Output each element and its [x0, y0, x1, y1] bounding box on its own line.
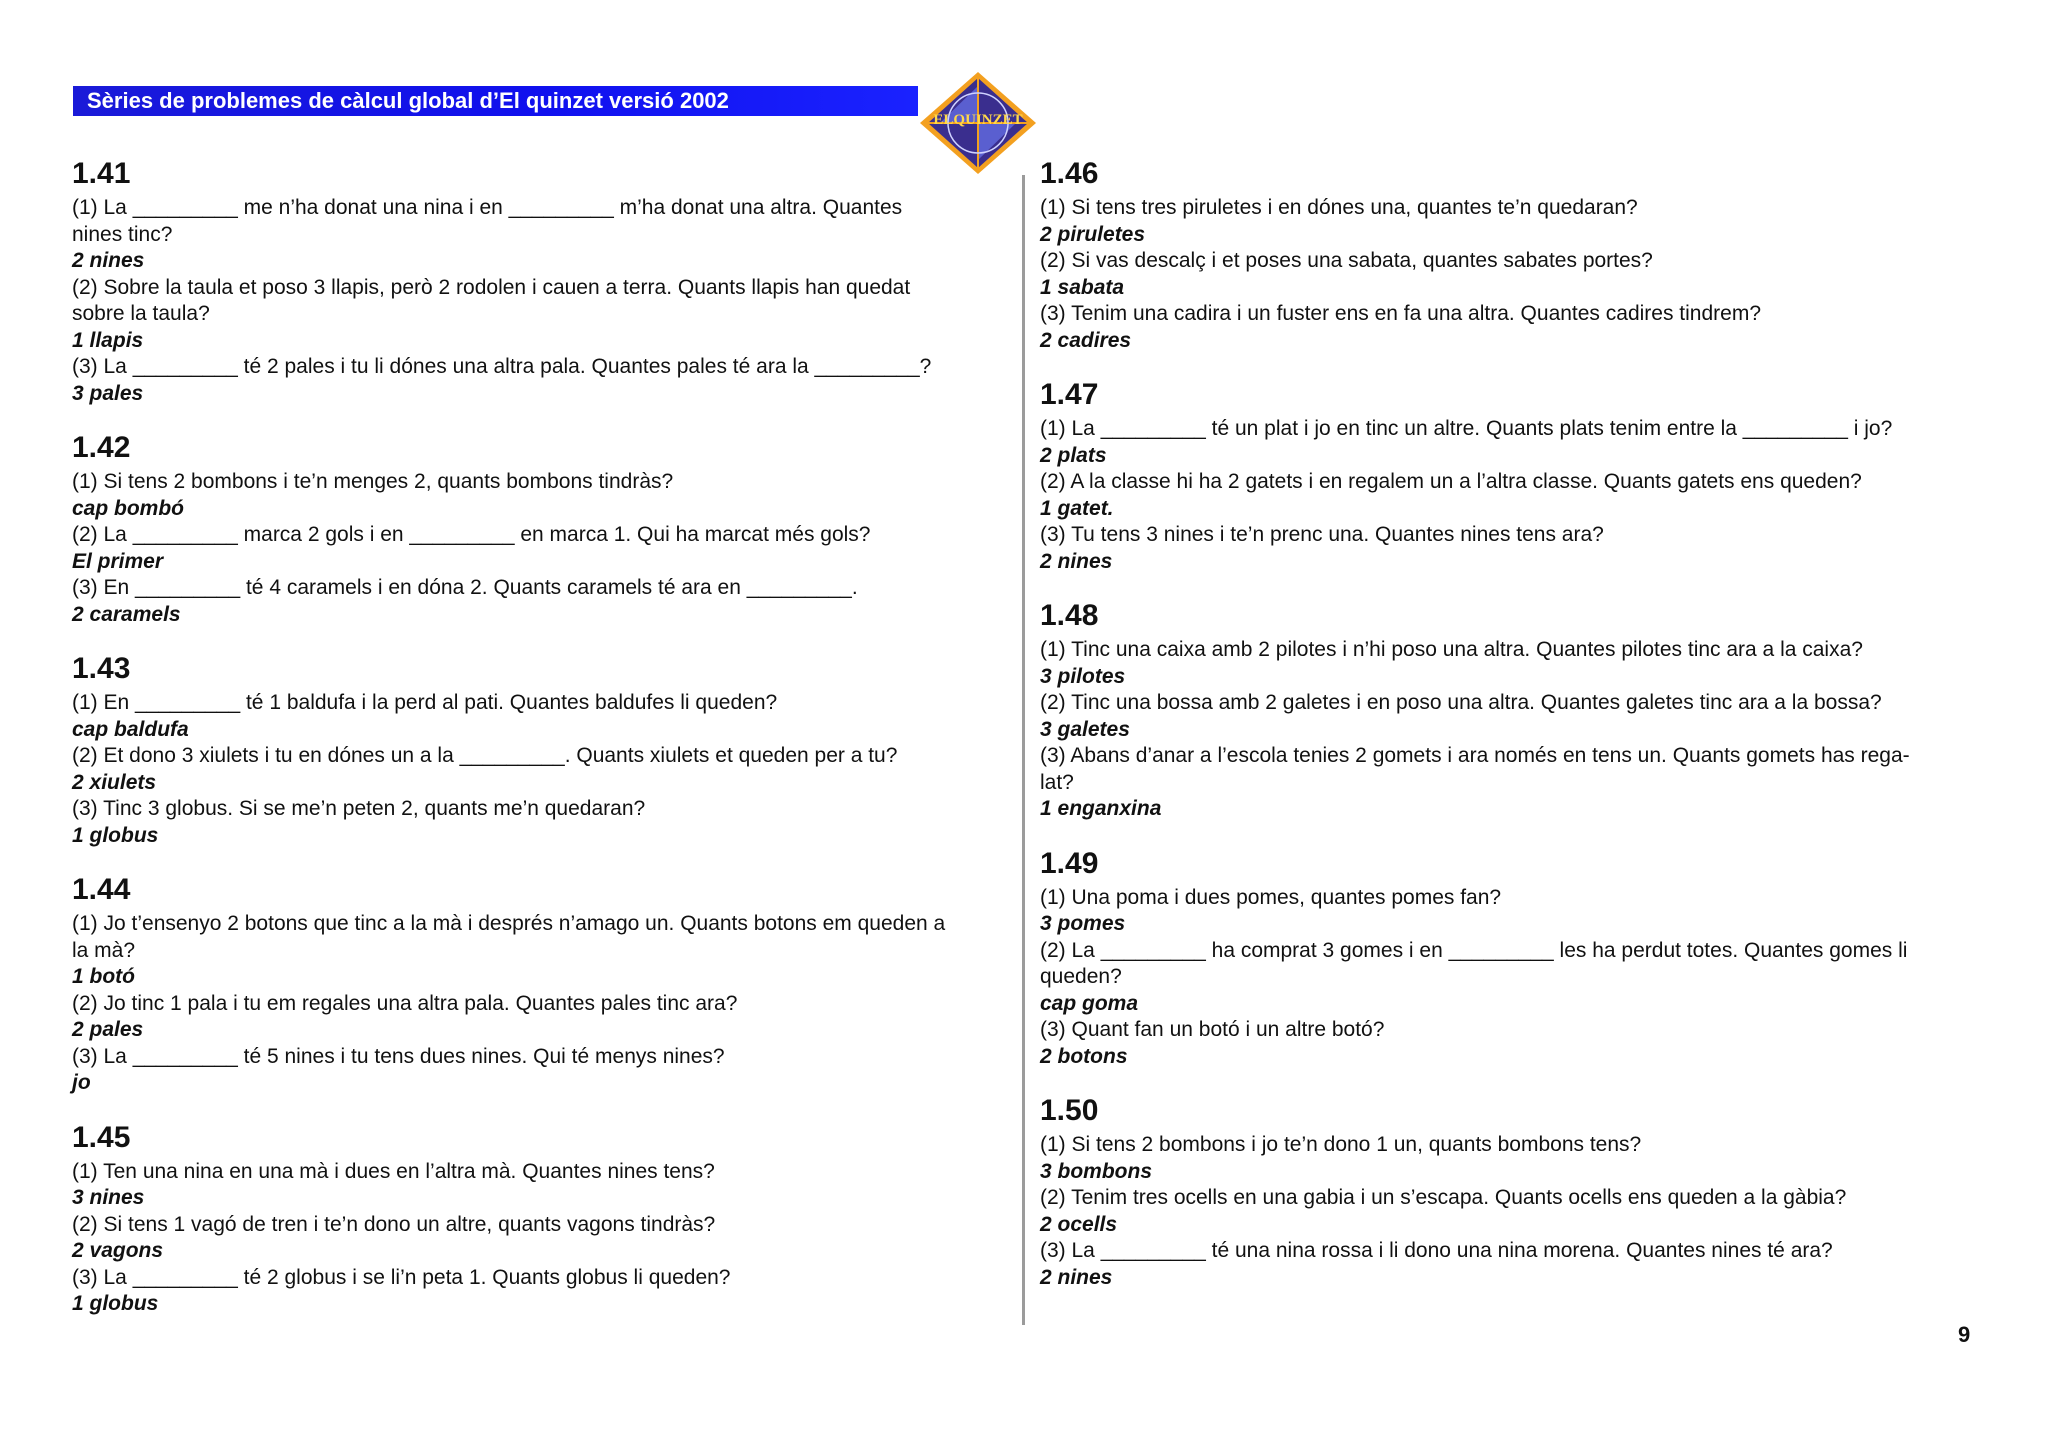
problem-number: 1.48 — [1040, 599, 1099, 632]
header-title: Sèries de problemes de càlcul global d’El quinzet versió 2002 — [87, 88, 729, 113]
question-text: (1) Jo t’ensenyo 2 botons que tinc a la mà i després n’amago un. Quants botons em queden a la mà? — [72, 912, 946, 962]
question-text: (3) La _________ té 2 pales i tu li dónes una altra pala. Quantes pales té ara la _________? — [72, 355, 932, 378]
question-text: (2) La _________ ha comprat 3 gomes i en _________ les ha perdut totes. Quantes gomes li queden? — [1040, 938, 1908, 988]
question-text: (1) Si tens tres piruletes i en dónes una, quantes te’n quedaran? — [1040, 196, 1638, 219]
page-number: 9 — [1958, 1322, 1971, 1347]
answer-text: cap baldufa — [72, 717, 189, 741]
left-column — [72, 155, 1007, 1340]
column-divider — [1022, 175, 1025, 1325]
question-text: (3) Tenim una cadira i un fuster ens en fa una altra. Quantes cadires tindrem? — [1040, 302, 1762, 325]
question-text: (1) Tinc una caixa amb 2 pilotes i n’hi poso una altra. Quantes pilotes tinc ara a la caixa? — [1040, 638, 1863, 661]
answer-text: 3 bombons — [1040, 1159, 1153, 1183]
answer-text: 3 nines — [72, 1186, 145, 1209]
question-text: (3) Tu tens 3 nines i te’n prenc una. Quantes nines tens ara? — [1040, 523, 1604, 546]
answer-text: 2 caramels — [72, 602, 181, 626]
answer-text: 1 botó — [72, 965, 135, 988]
answer-text: jo — [72, 1071, 91, 1094]
question-text: (3) La _________ té 5 nines i tu tens dues nines. Qui té menys nines? — [72, 1044, 725, 1068]
question-text: (2) Jo tinc 1 pala i tu em regales una altra pala. Quantes pales tinc ara? — [72, 991, 738, 1015]
answer-text: 2 nines — [72, 249, 145, 272]
answer-text: 1 sabata — [1040, 275, 1125, 299]
question-text: (1) En _________ té 1 baldufa i la perd al pati. Quantes baldufes li queden? — [72, 691, 778, 714]
question-text: (3) En _________ té 4 caramels i en dóna 2. Quants caramels té ara en _________. — [72, 576, 858, 599]
problem-number: 1.50 — [1040, 1094, 1099, 1127]
answer-text: cap goma — [1040, 991, 1139, 1015]
answer-text: 3 pales — [72, 381, 144, 405]
answer-text: cap bombó — [72, 496, 185, 520]
problem-number: 1.47 — [1040, 378, 1099, 411]
answer-text: 1 llapis — [72, 328, 144, 352]
answer-text: 2 ocells — [1040, 1212, 1118, 1236]
problem-block — [1040, 1092, 1975, 1291]
question-text: (3) Tinc 3 globus. Si se me’n peten 2, quants me’n quedaran? — [72, 797, 646, 820]
answer-text: 1 enganxina — [1040, 797, 1162, 820]
answer-text: 2 vagons — [72, 1239, 164, 1262]
right-column — [1040, 155, 1975, 1313]
question-text: (2) La _________ marca 2 gols i en _________ en marca 1. Qui ha marcat més gols? — [72, 523, 871, 546]
problem-block — [1040, 155, 1975, 354]
question-text: (2) Sobre la taula et poso 3 llapis, però 2 rodolen i cauen a terra. Quants llapis han quedat sobre la taula? — [72, 275, 911, 325]
answer-text: 2 botons — [1040, 1044, 1128, 1068]
answer-text: 2 piruletes — [1040, 222, 1146, 246]
answer-text: 2 nines — [1040, 549, 1113, 573]
question-text: (1) Si tens 2 bombons i te’n menges 2, quants bombons tindràs? — [72, 470, 674, 493]
question-text: (1) La _________ té un plat i jo en tinc un altre. Quants plats tenim entre la _________ i jo? — [1040, 417, 1893, 440]
answer-text: El primer — [72, 549, 164, 573]
question-text: (1) Ten una nina en una mà i dues en l’altra mà. Quantes nines tens? — [72, 1159, 715, 1183]
problem-block — [72, 871, 1007, 1097]
problem-number: 1.46 — [1040, 157, 1099, 190]
answer-text: 2 xiulets — [72, 770, 157, 794]
question-text: (3) La _________ té 2 globus i se li’n peta 1. Quants globus li queden? — [72, 1265, 731, 1289]
problem-number: 1.43 — [72, 652, 131, 685]
problem-block — [1040, 376, 1975, 575]
question-text: (2) Tinc una bossa amb 2 galetes i en poso una altra. Quantes galetes tinc ara a la bossa? — [1040, 691, 1882, 714]
problem-number: 1.49 — [1040, 846, 1099, 880]
question-text: (3) La _________ té una nina rossa i li dono una nina morena. Quantes nines té ara? — [1040, 1239, 1833, 1262]
question-text: (1) Si tens 2 bombons i jo te’n dono 1 un, quants bombons tens? — [1040, 1133, 1642, 1156]
problem-block — [72, 650, 1007, 849]
problem-number: 1.45 — [72, 1120, 131, 1154]
answer-text: 1 globus — [72, 823, 159, 847]
answer-text: 2 pales — [72, 1018, 144, 1041]
problem-number: 1.44 — [72, 873, 131, 906]
problem-block — [72, 429, 1007, 628]
logo-text: ELQUINZET — [933, 112, 1023, 128]
question-text: (3) Abans d’anar a l’escola tenies 2 gomets i ara només en tens un. Quants gomets has rega- lat? — [1040, 744, 1910, 794]
answer-text: 1 gatet. — [1040, 496, 1114, 520]
answer-text: 3 galetes — [1040, 717, 1130, 741]
question-text: (1) La _________ me n’ha donat una nina i en _________ m’ha donat una altra. Quantes nines tinc? — [72, 196, 903, 246]
problem-block — [72, 155, 1007, 407]
question-text: (2) Si vas descalç i et poses una sabata, quantes sabates portes? — [1040, 249, 1653, 272]
answer-text: 3 pomes — [1040, 912, 1126, 935]
question-text: (1) Una poma i dues pomes, quantes pomes fan? — [1040, 885, 1502, 909]
question-text: (3) Quant fan un botó i un altre botó? — [1040, 1018, 1385, 1041]
problem-number: 1.42 — [72, 431, 131, 464]
question-text: (2) Si tens 1 vagó de tren i te’n dono un altre, quants vagons tindràs? — [72, 1212, 716, 1236]
problem-block — [1040, 597, 1975, 823]
question-text: (2) Et dono 3 xiulets i tu en dónes un a la _________. Quants xiulets et queden per a tu? — [72, 744, 898, 767]
question-text: (2) A la classe hi ha 2 gatets i en regalem un a l’altra classe. Quants gatets ens queden? — [1040, 470, 1862, 493]
problem-block — [1040, 845, 1975, 1071]
answer-text: 2 plats — [1040, 443, 1107, 467]
answer-text: 3 pilotes — [1040, 664, 1126, 688]
header-bar — [73, 86, 918, 116]
answer-text: 2 cadires — [1040, 328, 1132, 352]
question-text: (2) Tenim tres ocells en una gabia i un s’escapa. Quants ocells ens queden a la gàbia? — [1040, 1186, 1847, 1209]
answer-text: 1 globus — [72, 1292, 159, 1315]
problem-block — [72, 1119, 1007, 1318]
problem-number: 1.41 — [72, 157, 131, 190]
answer-text: 2 nines — [1040, 1265, 1113, 1289]
